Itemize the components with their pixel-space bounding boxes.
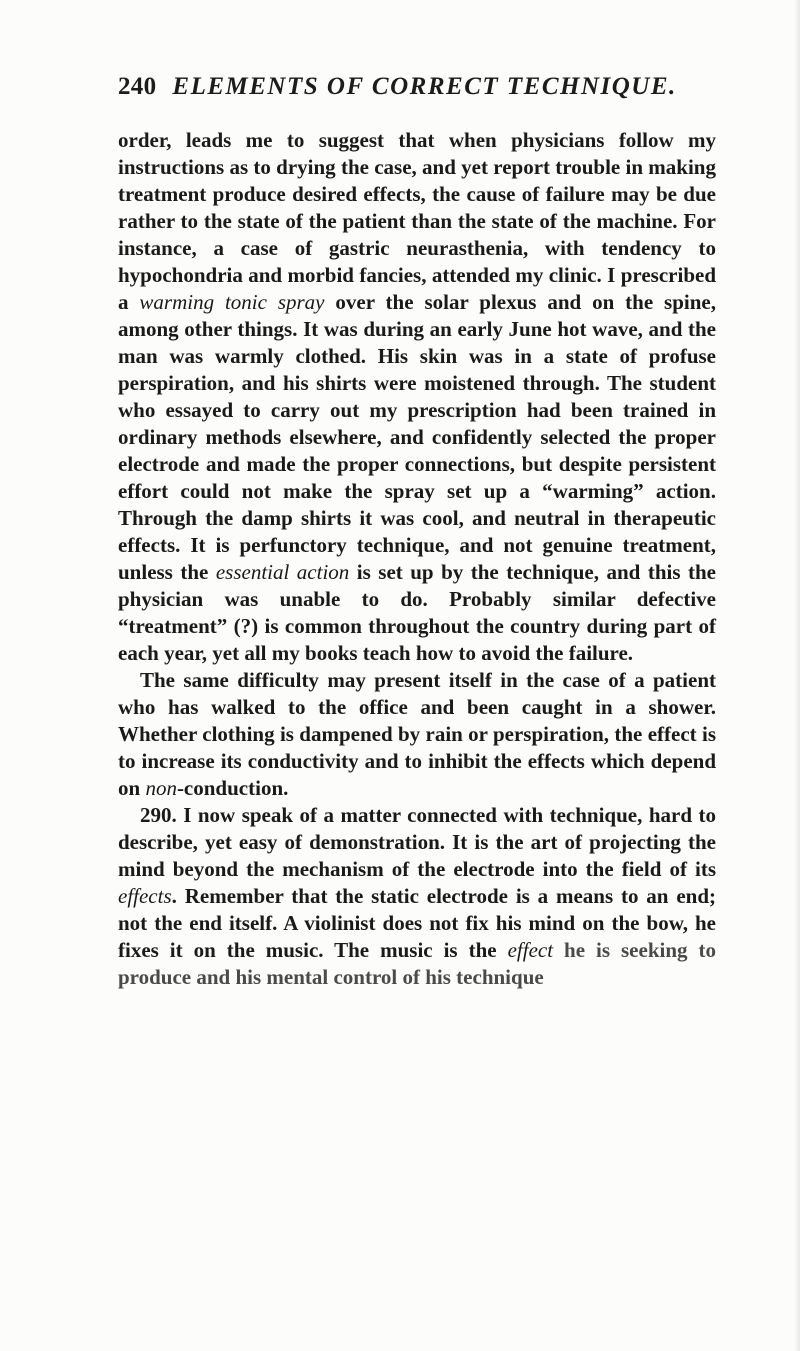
italic-run: effect — [507, 938, 554, 962]
page-number: 240 — [118, 73, 157, 100]
paragraph-gastric-case — [118, 127, 716, 667]
text-run: 290. I now speak of a matter connected with technique, hard to describe, yet easy of demonstration. It is the art of projecting the mind beyond the mechanism of the electrode into the field of its — [118, 803, 716, 881]
text-run: is set up by the technique, and this the physician was unable to do. Probably similar defective “treatment” (?) is common throughout the country during part of each year, yet all my books teach how to avoid the failure. — [118, 560, 716, 665]
paragraph-shower — [118, 667, 716, 802]
italic-run: essential action — [215, 560, 350, 584]
running-title: ELEMENTS OF CORRECT TECHNIQUE. — [172, 73, 677, 100]
text-run: The same difficulty may present itself in the case of a patient who has walked to the office and been caught in a shower. Whether clothing is dampened by rain or perspiration, the effect is to increase its conductivity and to inhibit the effects which depend on — [118, 668, 716, 800]
italic-run: non — [145, 776, 177, 800]
text-run: order, leads me to suggest that when physicians follow my instructions as to drying the case, and yet report trouble in making treatment produce desired effects, the cause of failure may be due rather to the state of the patient than the state of the machine. For instance, a case of gastric neurasthenia, with tendency to hypochondria and morbid fancies, attended my clinic. I prescribed a — [118, 128, 716, 314]
paragraph-290 — [118, 802, 716, 991]
body-text — [118, 127, 716, 991]
text-run: he is seeking to produce and his mental control of his technique — [118, 938, 716, 989]
italic-run: warming tonic spray — [139, 290, 325, 314]
text-run: -conduction. — [176, 776, 289, 800]
running-head — [118, 72, 718, 102]
text-run: . Remember that the static electrode is a means to an end; not the end itself. A violinist does not fix his mind on the bow, he fixes it on the music. The music is the — [118, 884, 716, 962]
text-run: over the solar plexus and on the spine, among other things. It was during an early June hot wave, and the man was warmly clothed. His skin was in a state of profuse perspiration, and his shirts were moistened through. The student who essayed to carry out my prescription had been trained in ordinary methods elsewhere, and confidently selected the proper electrode and made the proper connections, but despite persistent effort could not make the spray set up a “warming” action. Through the damp shirts it was cool, and neutral in therapeutic effects. It is perfunctory technique, and not genuine treatment, unless the — [118, 290, 716, 584]
italic-run: effects — [118, 884, 172, 908]
page-edge — [794, 0, 800, 1351]
